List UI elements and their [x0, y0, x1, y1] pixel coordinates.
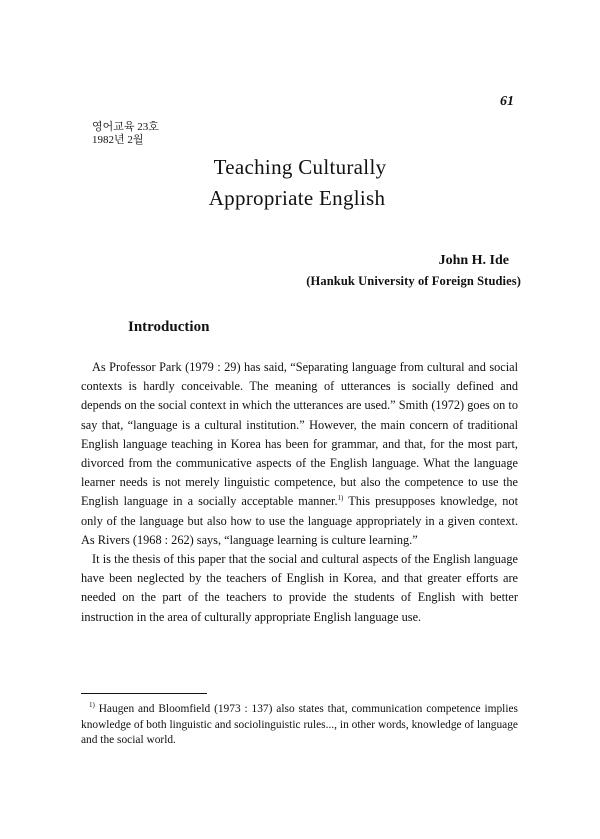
title-line-2: Appropriate English: [208, 186, 386, 210]
article-title: [0, 152, 600, 214]
journal-issue: 영어교육 23호: [92, 121, 159, 133]
footnote-marker: 1): [337, 494, 344, 503]
page-number: 61: [500, 94, 514, 109]
title-line-1: Teaching Culturally: [213, 155, 387, 179]
journal-date: 1982년 2월: [92, 134, 144, 146]
body-text: [81, 358, 518, 627]
paragraph-text: As Professor Park (1979 : 29) has said, “Separating language from cultural and social contexts is hardly conceivable. The meaning of utterances is socially defined and depends on the social context in which the utterances are used.” Smith (1972) goes on to say that, “language is a cultural institution.” However, the main concern of traditional English language teaching in Korea has been for grammar, and that, for the most part, divorced from the communicative aspects of the English language. What the language learner needs is not merely linguistic competence, but also the competence to use the English language in a socially acceptable manner.: [81, 360, 518, 509]
paragraph: [81, 358, 518, 550]
footnote-text: Haugen and Bloomfield (1973 : 137) also states that, communication competence implies knowledge of both linguistic and sociolinguistic rules..., in other words, knowledge of language and the social world.: [81, 703, 518, 746]
section-heading: Introduction: [128, 319, 210, 335]
author-affiliation: (Hankuk University of Foreign Studies): [306, 274, 521, 288]
author-name: John H. Ide: [438, 253, 509, 268]
footnote-number: 1): [89, 701, 95, 710]
journal-info: [92, 121, 159, 147]
paragraph-text: It is the thesis of this paper that the social and cultural aspects of the English language have been neglected by the teachers of English in Korea, and that greater efforts are needed on the part of the teachers to provide the students of English with better instruction in the area of culturally appropriate English language use.: [81, 552, 518, 624]
paragraph: [81, 550, 518, 627]
paragraph-text-continued: This presupposes knowledge, not only of the language but also how to use the language appropriately in a given context. As Rivers (1968 : 262) says, “language learning is culture learning.”: [81, 494, 518, 547]
footnote: [81, 702, 518, 749]
footnote-divider: [81, 693, 207, 694]
